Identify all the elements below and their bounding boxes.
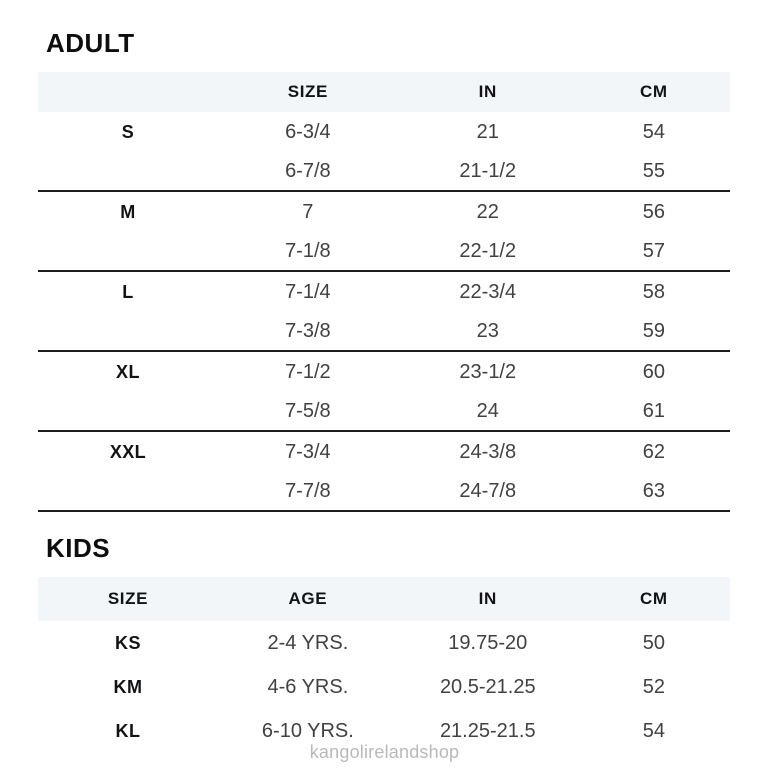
hat-size-cell: 6-3/4 [285,120,331,143]
inches-cell: 24 [476,399,499,422]
size-label-cell: S [121,121,135,142]
kids-header-age: AGE [288,589,328,608]
hat-size-cell: 7-5/8 [285,399,331,422]
table-row [38,152,730,192]
size-label-cell: KS [115,632,141,653]
size-label-cell: XL [116,361,140,382]
table-row [38,192,730,232]
inches-cell: 21 [476,120,499,143]
inches-cell: 23 [476,319,499,342]
table-row [38,665,730,709]
adult-header-cm: CM [640,82,668,101]
hat-size-cell: 7-3/4 [285,440,331,463]
age-cell: 2-4 YRS. [267,631,349,654]
inches-cell: 22-1/2 [459,239,517,262]
adult-section-title: ADULT [46,28,135,58]
kids-table-header-row [38,577,730,621]
cm-cell: 57 [642,239,665,262]
cm-cell: 52 [642,675,665,698]
cm-cell: 61 [642,399,665,422]
table-row [38,352,730,392]
table-row [38,392,730,432]
watermark: kangolirelandshop [309,742,460,762]
inches-cell: 24-7/8 [459,479,517,502]
hat-size-cell: 7-1/4 [285,280,331,303]
adult-table-header-row [38,72,730,112]
inches-cell: 22 [476,200,499,223]
cm-cell: 56 [642,200,665,223]
table-row [38,621,730,665]
age-cell: 4-6 YRS. [267,675,349,698]
size-label-cell: M [120,201,136,222]
kids-section-title: KIDS [46,533,111,563]
table-row [38,232,730,272]
cm-cell: 60 [642,360,665,383]
hat-size-cell: 7-1/2 [285,360,331,383]
size-label-cell: XXL [109,441,147,462]
cm-cell: 54 [642,719,665,742]
size-label-cell: L [122,281,134,302]
inches-cell: 19.75-20 [448,631,528,654]
hat-size-cell: 7 [302,200,314,223]
kids-header-size: SIZE [107,589,149,608]
table-row [38,272,730,312]
inches-cell: 24-3/8 [459,440,517,463]
kids-size-table [38,577,730,753]
table-row [38,432,730,472]
kids-header-cm: CM [640,589,668,608]
size-label-cell: KL [115,720,141,741]
hat-size-cell: 7-7/8 [285,479,331,502]
table-row [38,112,730,152]
cm-cell: 63 [642,479,665,502]
inches-cell: 21-1/2 [459,159,517,182]
cm-cell: 58 [642,280,665,303]
kids-header-in: IN [478,589,497,608]
adult-size-table [38,72,730,512]
age-cell: 6-10 YRS. [261,719,354,742]
cm-cell: 59 [642,319,665,342]
table-row [38,472,730,512]
inches-cell: 20.5-21.25 [439,675,536,698]
adult-header-size: SIZE [287,82,328,101]
size-label-cell: KM [113,676,143,697]
inches-cell: 23-1/2 [459,360,517,383]
inches-cell: 21.25-21.5 [439,719,536,742]
hat-size-cell: 7-3/8 [285,319,331,342]
cm-cell: 62 [642,440,665,463]
inches-cell: 22-3/4 [459,280,517,303]
table-row [38,312,730,352]
cm-cell: 55 [642,159,665,182]
cm-cell: 50 [642,631,665,654]
cm-cell: 54 [642,120,665,143]
hat-size-cell: 6-7/8 [285,159,331,182]
adult-header-in: IN [478,82,497,101]
hat-size-cell: 7-1/8 [285,239,331,262]
